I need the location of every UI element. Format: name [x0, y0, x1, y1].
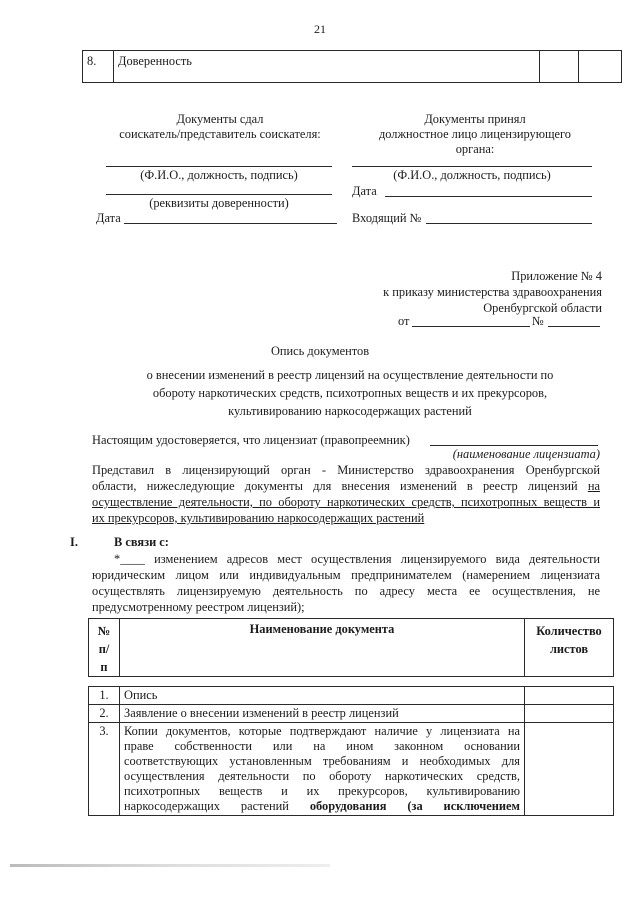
- licensee-name-hint: (наименование лицензиата): [452, 447, 600, 461]
- header-sheet-count: Количество листов: [525, 619, 614, 677]
- row-extra-cell: [579, 51, 622, 83]
- requisites-caption: (реквизиты доверенности): [149, 196, 289, 210]
- section-title: В связи с:: [114, 535, 169, 549]
- section-roman-number: I.: [70, 535, 78, 549]
- section-description: *____ изменением адресов мест осуществления лицензируемого вида деятельности юридическим лицом или индивидуальным предпринимателем (намерением лицензиата осуществлять лицензируемую деятельность по адресу места ее осуществления, не предусмотренному реестром лицензий);: [92, 552, 600, 614]
- appendix-block: Приложение № 4 к приказу министерства здравоохранения Оренбургской области: [383, 269, 602, 315]
- right-fio-line: [352, 166, 592, 167]
- right-date-line: [385, 196, 592, 197]
- document-title: Опись документов: [270, 344, 370, 358]
- scan-edge: [10, 864, 330, 867]
- right-signature-title: Документы принял должностное лицо лицензирующего органа:: [378, 112, 572, 156]
- row-number: 8.: [83, 51, 114, 83]
- requisites-line: [106, 194, 332, 195]
- header-document-name: Наименование документа: [120, 619, 525, 677]
- appendix-date-line: [412, 326, 530, 327]
- appendix-number-line: [548, 326, 600, 327]
- row-label: Доверенность: [114, 51, 540, 83]
- left-date-line: [124, 223, 337, 224]
- documents-table-body: [88, 686, 614, 816]
- left-signature-title: Документы сдал соискатель/представитель соискателя:: [119, 112, 321, 141]
- incoming-number-label: Входящий №: [352, 211, 422, 225]
- certify-text: Настоящим удостоверяется, что лицензиат (правопреемник): [92, 433, 410, 447]
- right-fio-caption: (Ф.И.О., должность, подпись): [393, 168, 551, 182]
- appendix-from-label: от: [398, 314, 410, 328]
- incoming-number-line: [426, 223, 592, 224]
- row-3-text: Копии документов, которые подтверждают наличие у лицензиата на праве собственности или на ином законном основании соответствующих установленным требованиям и необходимых для осуществления деятельности по обороту наркотических средств, психотропных веществ и их прекурсоров, культивированию наркосодержащих растений оборудования (за исключением: [120, 723, 525, 816]
- page-number: 21: [314, 22, 326, 36]
- documents-table-header: [88, 618, 614, 677]
- header-number: № п/ п: [89, 619, 120, 677]
- table-row: 2. Заявление о внесении изменений в реестр лицензий: [89, 705, 614, 723]
- certify-paragraph: Представил в лицензирующий орган - Министерство здравоохранения Оренбургской области, нижеследующие документы для внесения изменений в реестр лицензий на осуществление деятельности, по обороту наркотических средств, психотропных веществ и их прекурсоров, культивированию наркосодержащих растений: [92, 463, 600, 525]
- right-date-label: Дата: [352, 184, 377, 198]
- left-fio-line: [106, 166, 332, 167]
- left-date-label: Дата: [96, 211, 121, 225]
- documents-table-row-8: [82, 50, 622, 83]
- row-qty-cell: [540, 51, 579, 83]
- licensee-name-line: [430, 445, 598, 446]
- appendix-number-label: №: [532, 314, 544, 328]
- table-row: 3. Копии документов, которые подтверждают наличие у лицензиата на праве собственности или на ином законном основании соответствующих установленным требованиям и необходимых для осуществления деятельности по обороту наркотических средств, психотропных веществ и их прекурсоров, культивированию наркосодержащих растений оборудования (за исключением: [89, 723, 614, 816]
- document-subtitle: о внесении изменений в реестр лицензий на осуществление деятельности по обороту наркотических средств, психотропных веществ и их прекурсоров, культивированию наркосодержащих растений: [146, 368, 554, 418]
- left-fio-caption: (Ф.И.О., должность, подпись): [140, 168, 298, 182]
- table-row: 1. Опись: [89, 687, 614, 705]
